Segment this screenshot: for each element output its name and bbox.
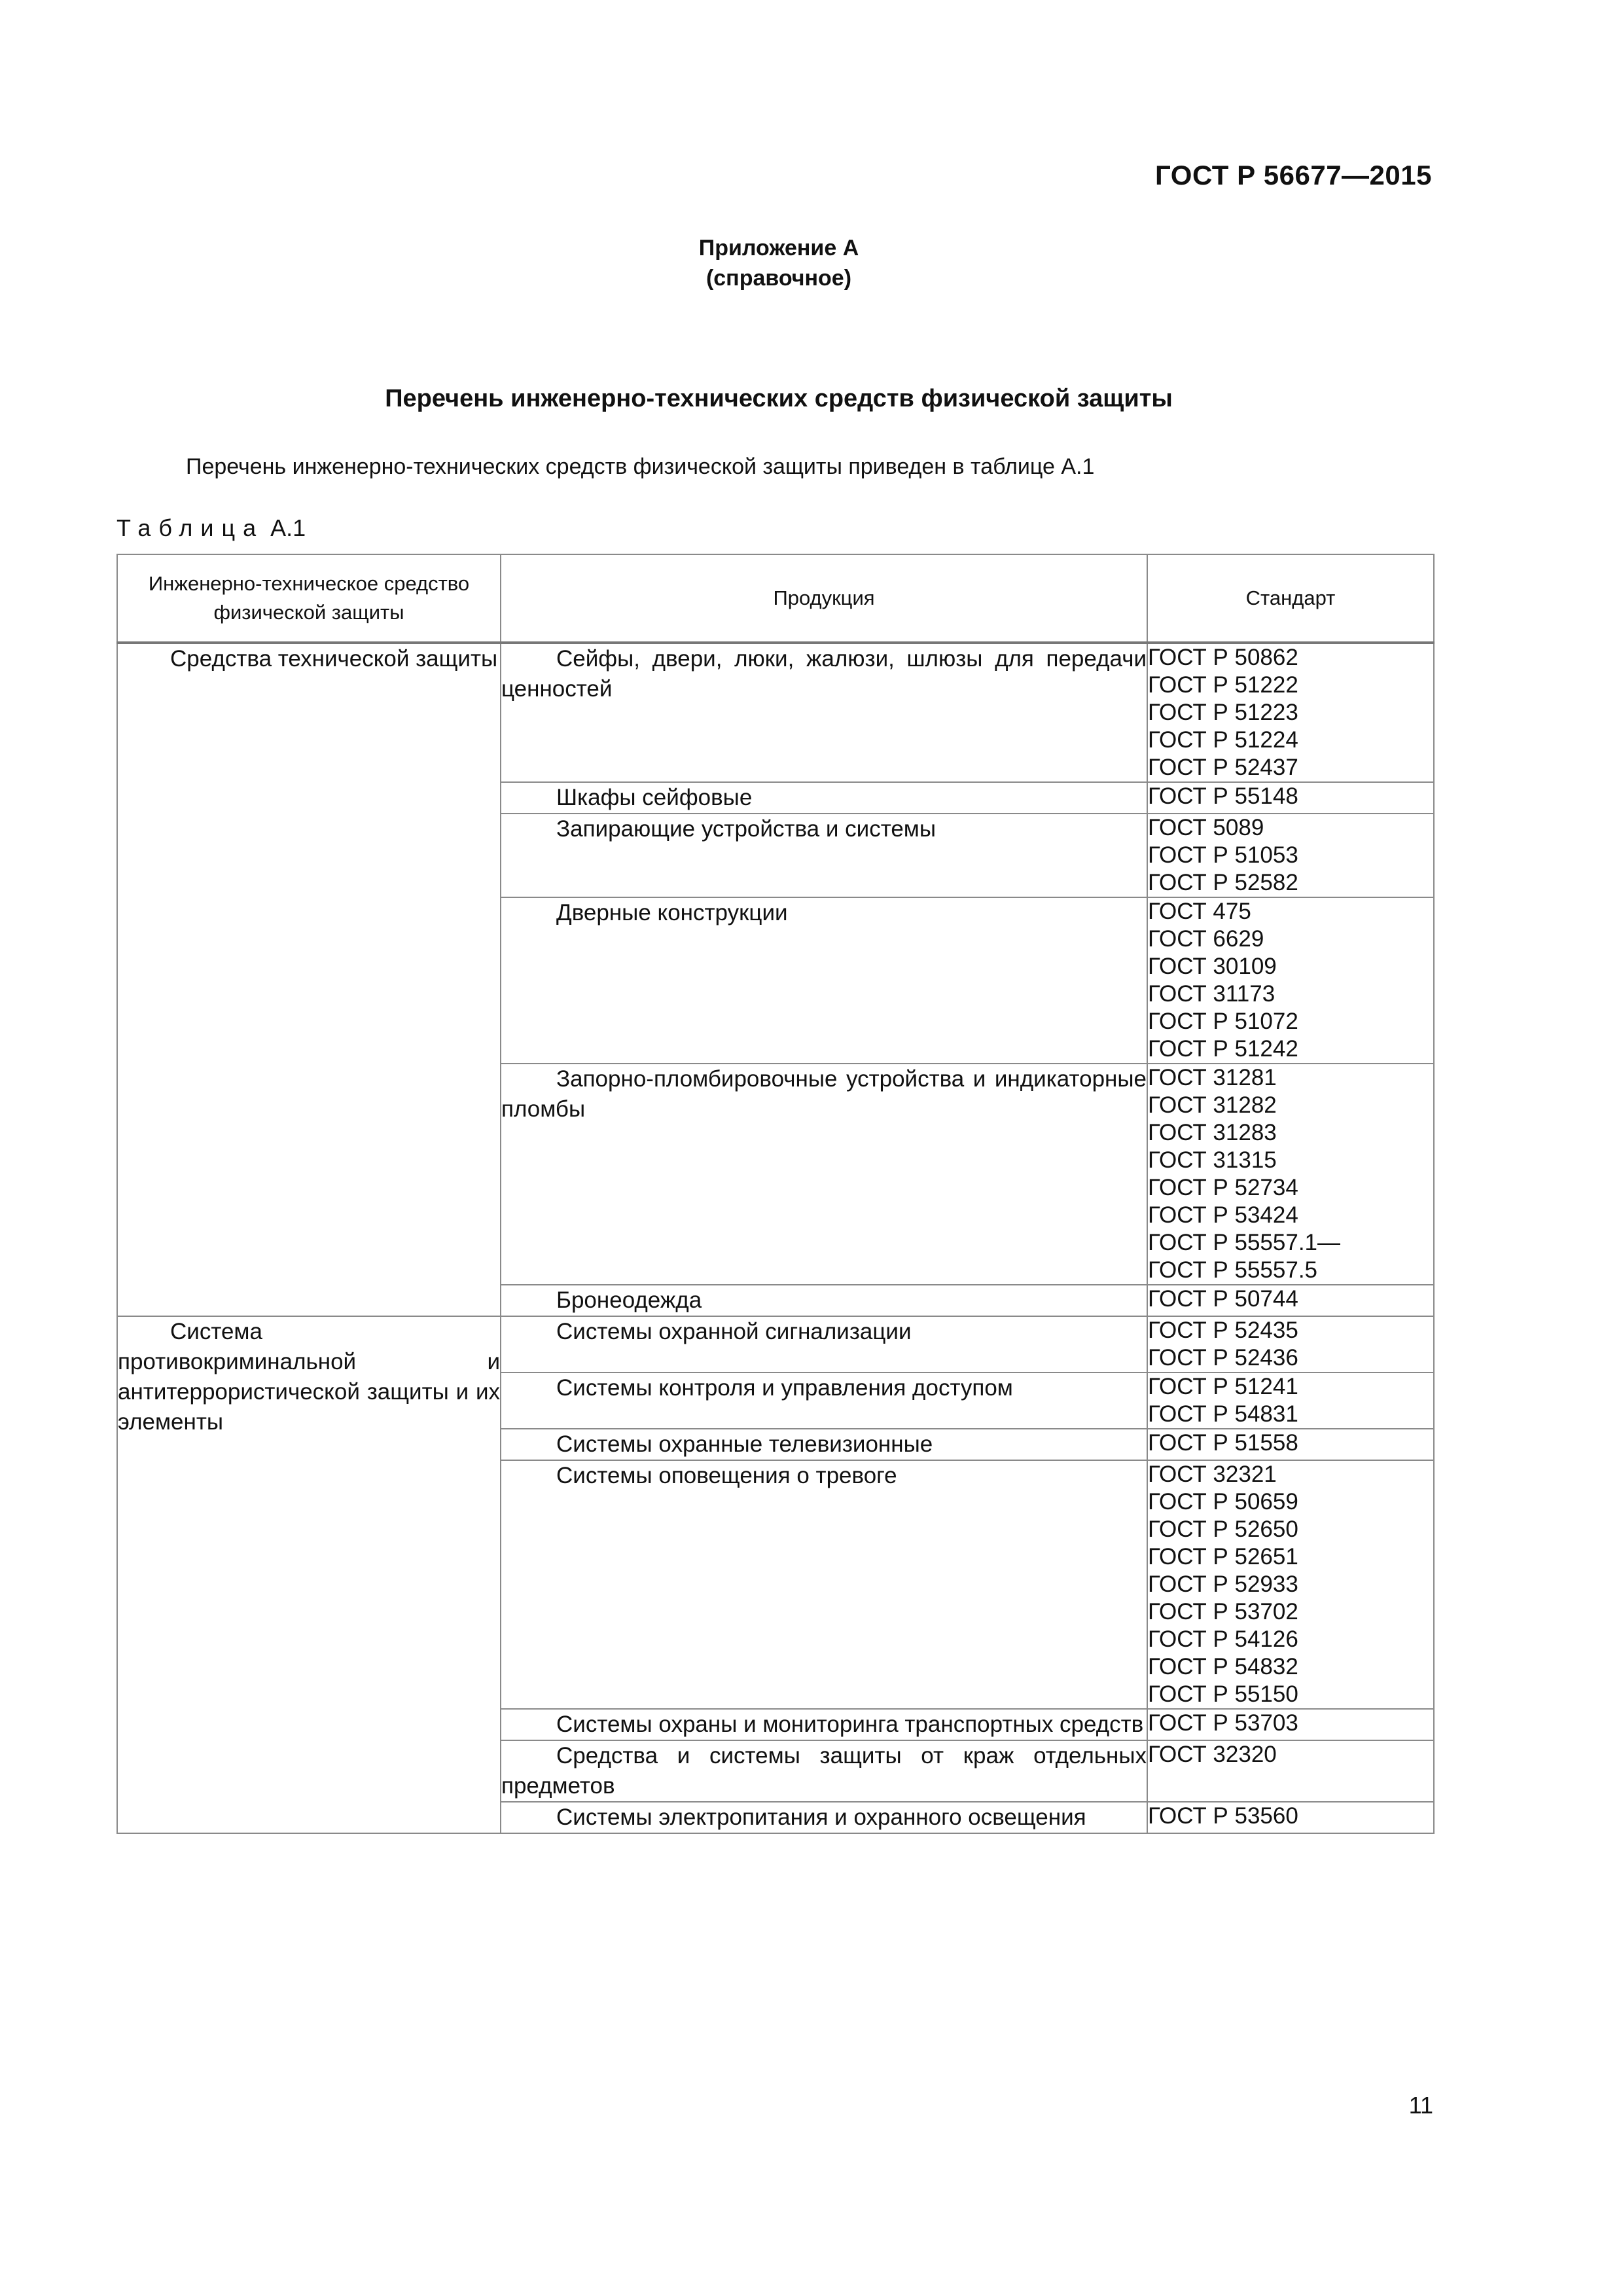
- standards-cell: [1147, 1802, 1434, 1833]
- standard-item: ГОСТ 30109: [1148, 954, 1277, 979]
- standards-cell: [1147, 1064, 1434, 1285]
- standard-item: ГОСТ 31281: [1148, 1065, 1277, 1090]
- standard-item: ГОСТ Р 55557.5: [1148, 1257, 1318, 1283]
- header-cell-means: Инженерно-техническое средство физической защиты: [117, 554, 501, 643]
- product-cell: Средства и системы защиты от краж отдельных предметов: [501, 1740, 1147, 1802]
- standard-item: ГОСТ 32321: [1148, 1462, 1277, 1487]
- standards-cell: [1147, 782, 1434, 814]
- standard-item: ГОСТ Р 54831: [1148, 1401, 1298, 1427]
- document-code: ГОСТ Р 56677—2015: [1155, 160, 1432, 190]
- standard-item: ГОСТ 31173: [1148, 981, 1275, 1007]
- standard-item: ГОСТ Р 52437: [1148, 755, 1298, 780]
- product-cell: Бронеодежда: [501, 1285, 1147, 1316]
- standard-item: ГОСТ Р 52734: [1148, 1175, 1298, 1200]
- product-cell: Системы контроля и управления доступом: [501, 1372, 1147, 1429]
- standard-item: ГОСТ Р 51224: [1148, 727, 1298, 753]
- standard-item: ГОСТ 31283: [1148, 1120, 1277, 1145]
- standards-cell: [1147, 1316, 1434, 1372]
- table-header-row: [117, 554, 1434, 643]
- standards-cell: [1147, 1740, 1434, 1802]
- standards-cell: [1147, 1285, 1434, 1316]
- standard-item: ГОСТ Р 54832: [1148, 1654, 1298, 1679]
- standard-item: ГОСТ Р 50744: [1148, 1286, 1298, 1312]
- standard-item: ГОСТ Р 53703: [1148, 1710, 1298, 1736]
- product-cell: Системы электропитания и охранного освещения: [501, 1802, 1147, 1833]
- appendix-subtitle: (справочное): [705, 266, 852, 291]
- table-label: [116, 514, 306, 542]
- product-cell: Запорно-пломбировочные устройства и индикаторные пломбы: [501, 1064, 1147, 1285]
- table-body: [117, 643, 1434, 1833]
- standard-item: ГОСТ Р 51558: [1148, 1430, 1298, 1456]
- standard-item: ГОСТ Р 52651: [1148, 1544, 1298, 1570]
- standard-item: ГОСТ 475: [1148, 899, 1251, 924]
- category-cell: Система противокриминальной и антитеррористической защиты и их элементы: [117, 1316, 501, 1833]
- category-cell: Средства технической защиты: [117, 643, 501, 1316]
- table-row: [117, 643, 1434, 782]
- standards-cell: [1147, 1709, 1434, 1740]
- standard-item: ГОСТ Р 51241: [1148, 1374, 1298, 1399]
- standard-item: ГОСТ Р 55557.1—: [1148, 1230, 1341, 1255]
- table-label-word: Таблица: [116, 514, 264, 541]
- standard-item: ГОСТ 32320: [1148, 1742, 1277, 1767]
- product-cell: Системы оповещения о тревоге: [501, 1460, 1147, 1709]
- standard-item: ГОСТ 5089: [1148, 815, 1264, 840]
- standard-item: ГОСТ 31315: [1148, 1147, 1277, 1173]
- standard-item: ГОСТ Р 51222: [1148, 672, 1298, 698]
- standard-item: ГОСТ Р 52435: [1148, 1318, 1298, 1343]
- standards-cell: [1147, 643, 1434, 782]
- product-cell: Сейфы, двери, люки, жалюзи, шлюзы для передачи ценностей: [501, 643, 1147, 782]
- standard-item: ГОСТ Р 53424: [1148, 1202, 1298, 1228]
- standard-item: ГОСТ Р 55150: [1148, 1681, 1298, 1707]
- product-cell: Шкафы сейфовые: [501, 782, 1147, 814]
- standard-item: ГОСТ Р 51072: [1148, 1009, 1298, 1034]
- page-number: 11: [1408, 2092, 1433, 2119]
- standards-cell: [1147, 1429, 1434, 1460]
- standard-item: ГОСТ Р 52436: [1148, 1345, 1298, 1371]
- section-title: Перечень инженерно-технических средств физической защиты: [385, 385, 1173, 412]
- standard-item: ГОСТ Р 51223: [1148, 700, 1298, 725]
- appendix-heading: [0, 233, 1558, 293]
- standard-item: ГОСТ Р 55148: [1148, 783, 1298, 809]
- product-cell: Запирающие устройства и системы: [501, 814, 1147, 897]
- standard-item: ГОСТ Р 50862: [1148, 645, 1298, 670]
- standard-item: ГОСТ Р 53702: [1148, 1599, 1298, 1624]
- intro-paragraph: Перечень инженерно-технических средств физической защиты приведен в таблице А.1: [186, 454, 1095, 479]
- standards-cell: [1147, 897, 1434, 1064]
- header-cell-product: Продукция: [501, 554, 1147, 643]
- product-cell: Системы охраны и мониторинга транспортных средств: [501, 1709, 1147, 1740]
- standard-item: ГОСТ Р 52650: [1148, 1516, 1298, 1542]
- standard-item: ГОСТ Р 54126: [1148, 1626, 1298, 1652]
- standards-cell: [1147, 1460, 1434, 1709]
- standard-item: ГОСТ Р 51053: [1148, 842, 1298, 868]
- standards-cell: [1147, 814, 1434, 897]
- product-cell: Дверные конструкции: [501, 897, 1147, 1064]
- standard-item: ГОСТ 6629: [1148, 926, 1264, 952]
- table-row: [117, 1316, 1434, 1372]
- standard-item: ГОСТ 31282: [1148, 1092, 1277, 1118]
- product-cell: Системы охранные телевизионные: [501, 1429, 1147, 1460]
- standard-item: ГОСТ Р 52933: [1148, 1571, 1298, 1597]
- standard-item: ГОСТ Р 53560: [1148, 1803, 1298, 1829]
- standard-item: ГОСТ Р 50659: [1148, 1489, 1298, 1515]
- standard-item: ГОСТ Р 52582: [1148, 870, 1298, 895]
- header-cell-standard: Стандарт: [1147, 554, 1434, 643]
- standards-table: [116, 554, 1435, 1834]
- standards-cell: [1147, 1372, 1434, 1429]
- product-cell: Системы охранной сигнализации: [501, 1316, 1147, 1372]
- standard-item: ГОСТ Р 51242: [1148, 1036, 1298, 1062]
- table-label-number: А.1: [270, 514, 306, 541]
- appendix-title: Приложение А: [698, 236, 859, 260]
